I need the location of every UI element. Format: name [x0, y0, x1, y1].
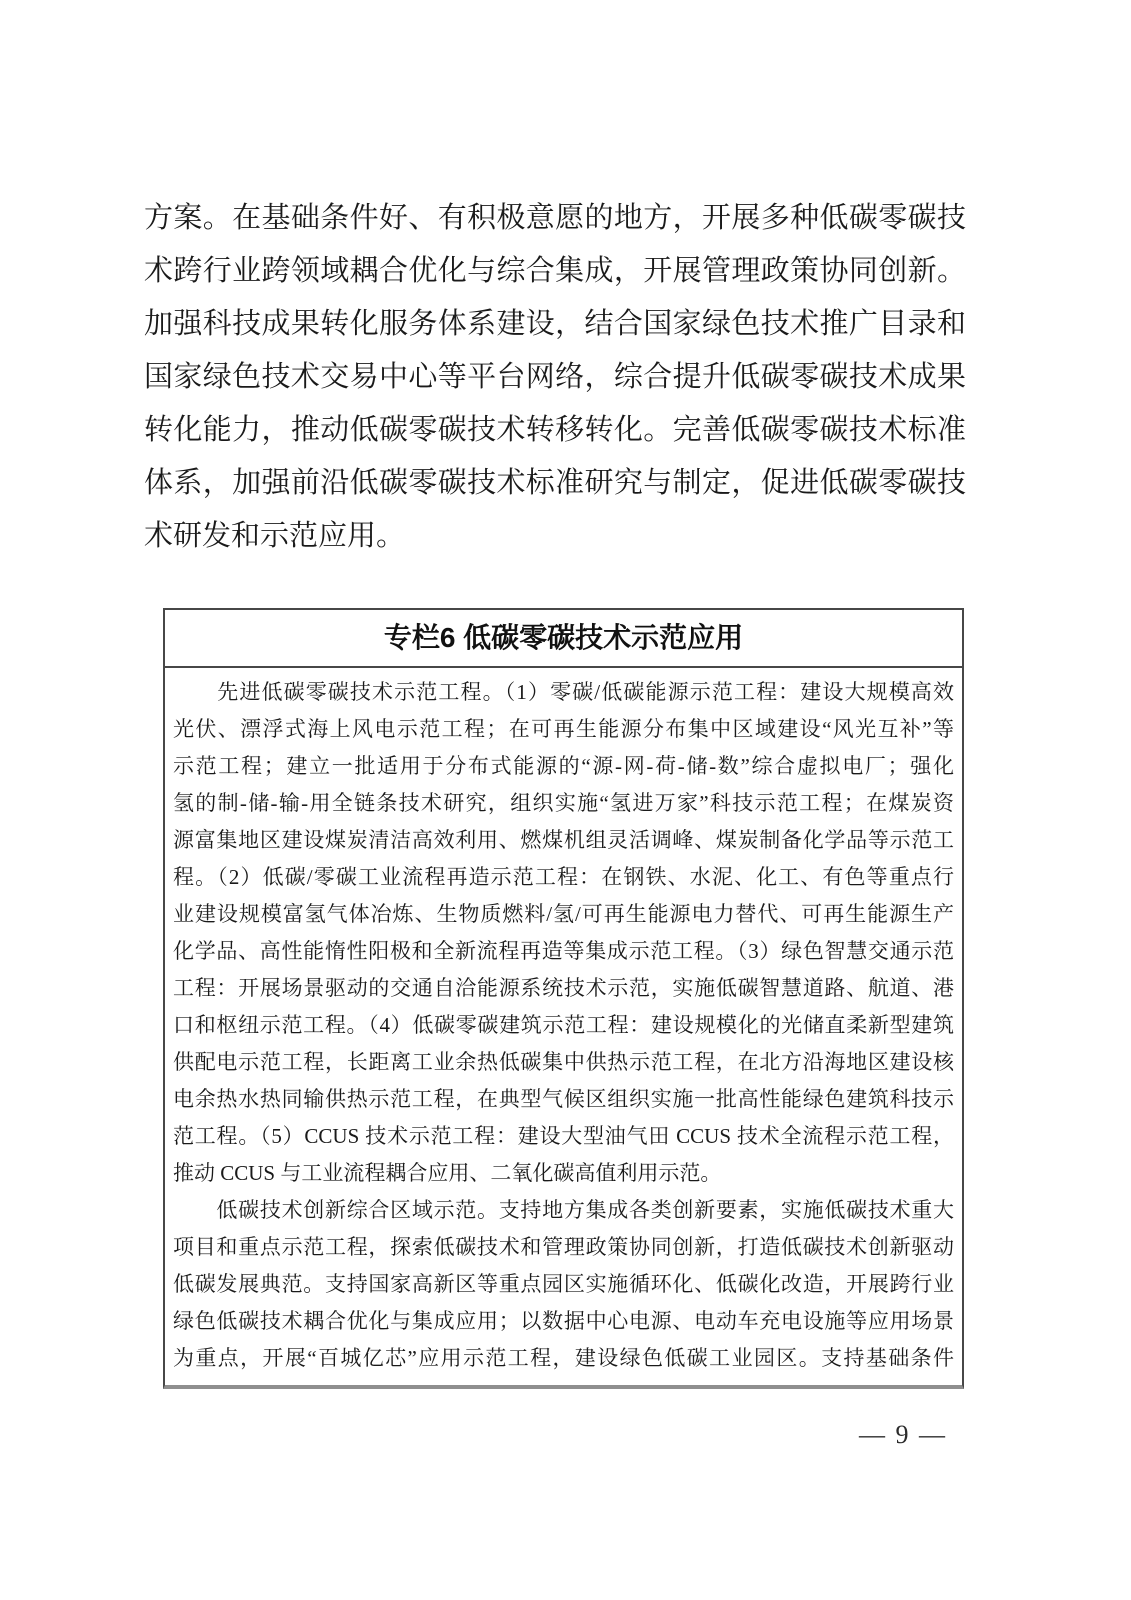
page-number: — 9 —	[859, 1420, 947, 1449]
column-box-title: 专栏6 低碳零碳技术示范应用	[165, 610, 962, 668]
text-line: 供配电示范工程，长距离工业余热低碳集中供热示范工程，在北方沿海地区建设核	[173, 1050, 954, 1074]
text-line: 示范工程；建立一批适用于分布式能源的“源-网-荷-储-数”综合虚拟电厂；强化	[173, 754, 954, 778]
body-paragraph	[144, 192, 966, 563]
text-line: 术研发和示范应用。	[144, 520, 406, 552]
text-line: 低碳技术创新综合区域示范。支持地方集成各类创新要素，实施低碳技术重大	[173, 1198, 954, 1222]
text-line: 绿色低碳技术耦合优化与集成应用；以数据中心电源、电动车充电设施等应用场景	[173, 1309, 954, 1333]
text-line: 方案。在基础条件好、有积极意愿的地方，开展多种低碳零碳技	[144, 202, 966, 234]
text-line: 项目和重点示范工程，探索低碳技术和管理政策协同创新，打造低碳技术创新驱动	[173, 1235, 954, 1259]
column-box-paragraph-1	[173, 674, 954, 1192]
column-box	[163, 608, 964, 1389]
text-line: 术跨行业跨领域耦合优化与综合集成，开展管理政策协同创新。	[144, 255, 966, 287]
text-line: 为重点，开展“百城亿芯”应用示范工程，建设绿色低碳工业园区。支持基础条件	[173, 1346, 954, 1370]
text-line: 化学品、高性能惰性阳极和全新流程再造等集成示范工程。（3）绿色智慧交通示范	[173, 939, 954, 963]
text-line: 源富集地区建设煤炭清洁高效利用、燃煤机组灵活调峰、煤炭制备化学品等示范工	[173, 828, 954, 852]
text-line: 电余热水热同输供热示范工程，在典型气候区组织实施一批高性能绿色建筑科技示	[173, 1087, 954, 1111]
text-line: 先进低碳零碳技术示范工程。（1）零碳/低碳能源示范工程：建设大规模高效	[173, 680, 954, 704]
text-line: 国家绿色技术交易中心等平台网络，综合提升低碳零碳技术成果	[144, 361, 966, 393]
text-line: 体系，加强前沿低碳零碳技术标准研究与制定，促进低碳零碳技	[144, 467, 966, 499]
text-line: 推动 CCUS 与工业流程耦合应用、二氧化碳高值利用示范。	[173, 1161, 722, 1185]
text-line: 加强科技成果转化服务体系建设，结合国家绿色技术推广目录和	[144, 308, 966, 340]
text-line: 工程：开展场景驱动的交通自洽能源系统技术示范，实施低碳智慧道路、航道、港	[173, 976, 954, 1000]
text-line: 程。（2）低碳/零碳工业流程再造示范工程：在钢铁、水泥、化工、有色等重点行	[173, 865, 954, 889]
text-line: 范工程。（5）CCUS 技术示范工程：建设大型油气田 CCUS 技术全流程示范工程，	[173, 1124, 954, 1148]
text-line: 业建设规模富氢气体冶炼、生物质燃料/氢/可再生能源电力替代、可再生能源生产	[173, 902, 954, 926]
text-line: 氢的制-储-输-用全链条技术研究，组织实施“氢进万家”科技示范工程；在煤炭资	[173, 791, 954, 815]
text-line: 光伏、漂浮式海上风电示范工程；在可再生能源分布集中区域建设“风光互补”等	[173, 717, 954, 741]
text-line: 口和枢纽示范工程。（4）低碳零碳建筑示范工程：建设规模化的光储直柔新型建筑	[173, 1013, 954, 1037]
column-box-body	[165, 668, 962, 1385]
text-line: 转化能力，推动低碳零碳技术转移转化。完善低碳零碳技术标准	[144, 414, 966, 446]
column-box-paragraph-2	[173, 1192, 954, 1377]
text-line: 低碳发展典范。支持国家高新区等重点园区实施循环化、低碳化改造，开展跨行业	[173, 1272, 954, 1296]
